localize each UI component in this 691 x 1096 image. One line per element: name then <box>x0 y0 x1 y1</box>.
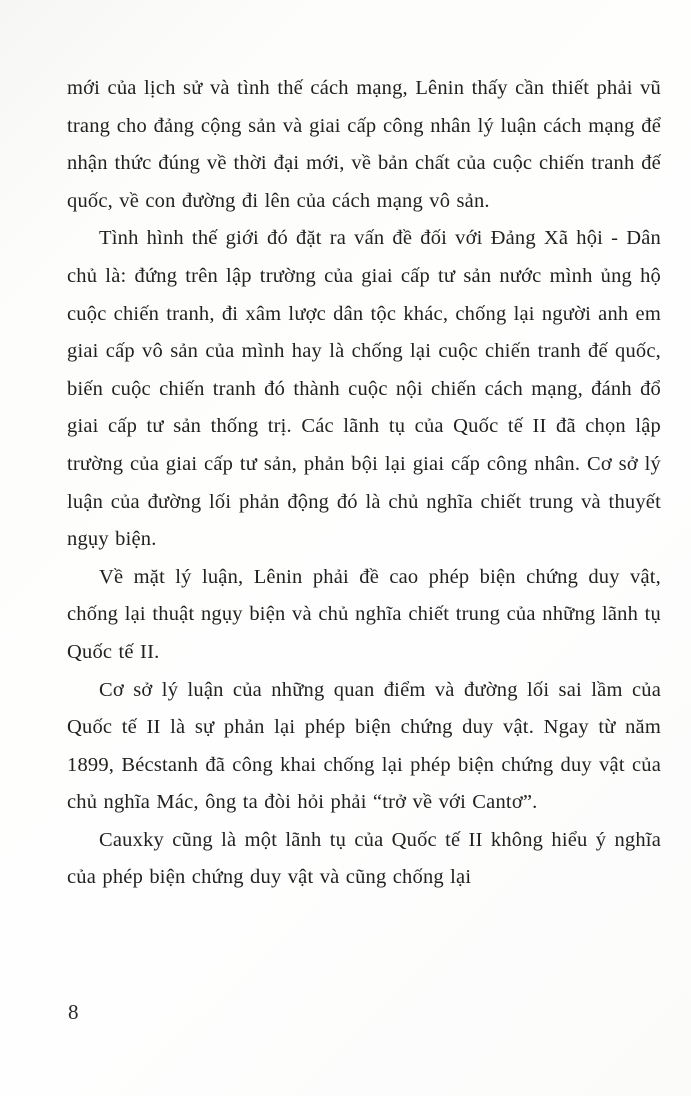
page-text-block <box>67 70 661 897</box>
paragraph-continuation: mới của lịch sử và tình thế cách mạng, Lênin thấy cần thiết phải vũ trang cho đảng cộng sản và giai cấp công nhân lý luận cách mạng để nhận thức đúng về thời đại mới, về bản chất của cuộc chiến tranh đế quốc, về con đường đi lên của cách mạng vô sản. <box>67 77 661 212</box>
paragraph: Tình hình thế giới đó đặt ra vấn đề đối với Đảng Xã hội - Dân chủ là: đứng trên lập trường của giai cấp tư sản nước mình ủng hộ cuộc chiến tranh, đi xâm lược dân tộc khác, chống lại người anh em giai cấp vô sản của mình hay là chống lại cuộc chiến tranh đế quốc, biến cuộc chiến tranh đó thành cuộc nội chiến cách mạng, đánh đổ giai cấp tư sản thống trị. Các lãnh tụ của Quốc tế II đã chọn lập trường của giai cấp tư sản, phản bội lại giai cấp công nhân. Cơ sở lý luận của đường lối phản động đó là chủ nghĩa chiết trung và thuyết ngụy biện. <box>67 227 661 551</box>
paragraph: Cơ sở lý luận của những quan điểm và đường lối sai lầm của Quốc tế II là sự phản lại phép biện chứng duy vật. Ngay từ năm 1899, Bécstanh đã công khai chống lại phép biện chứng duy vật của chủ nghĩa Mác, ông ta đòi hỏi phải “trở về với Cantơ”. <box>67 678 661 814</box>
page-number: 8 <box>68 1000 79 1024</box>
paragraph: Cauxky cũng là một lãnh tụ của Quốc tế II không hiểu ý nghĩa của phép biện chứng duy vật và cũng chống lại <box>67 828 661 889</box>
paragraph: Về mặt lý luận, Lênin phải đề cao phép biện chứng duy vật, chống lại thuật ngụy biện và chủ nghĩa chiết trung của những lãnh tụ Quốc tế II. <box>67 565 661 663</box>
